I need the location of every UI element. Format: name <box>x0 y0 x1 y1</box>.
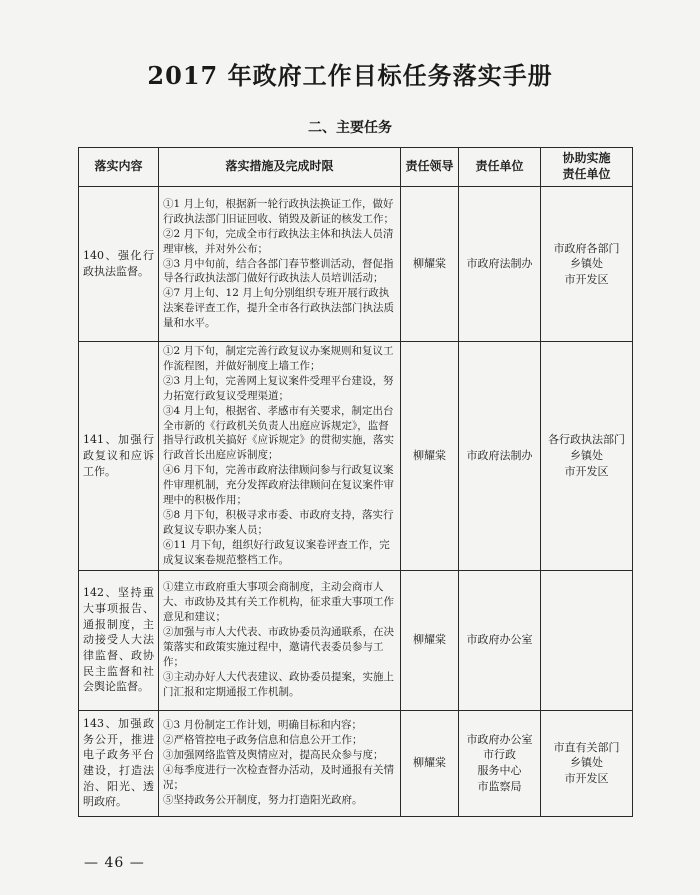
assisting-unit: 市直有关部门 乡镇处 市开发区 <box>541 710 633 816</box>
table-row <box>79 187 633 342</box>
table-row <box>79 342 633 571</box>
task-table <box>78 147 633 817</box>
responsible-leader: 柳耀棠 <box>401 187 459 342</box>
responsible-leader: 柳耀棠 <box>401 570 459 710</box>
table-row <box>79 570 633 710</box>
measure-item: ⑤8 月下旬，积极寻求市委、市政府支持，落实行政复议专职办案人员； <box>163 508 394 536</box>
task-content: 143、加强政务公开，推进电子政务平台建设，打造法治、阳光、透明政府。 <box>79 710 159 816</box>
task-content: 140、强化行政执法监督。 <box>79 187 159 342</box>
responsible-unit: 市政府法制办 <box>459 342 541 571</box>
task-content: 142、坚持重大事项报告、通报制度，主动接受人大法律监督、政协民主监督和社会舆论监督。 <box>79 570 159 710</box>
header-assist-unit: 协助实施 责任单位 <box>541 148 633 187</box>
header-unit: 责任单位 <box>459 148 541 187</box>
header-content: 落实内容 <box>79 148 159 187</box>
responsible-leader: 柳耀棠 <box>401 710 459 816</box>
measure-item: ①1 月上旬，根据新一轮行政执法换证工作，做好行政执法部门旧证回收、销毁及新证的核发工作； <box>163 197 394 225</box>
table-body <box>79 187 633 817</box>
measure-item: ④6 月下旬，完善市政府法律顾问参与行政复议案件审理机制，充分发挥政府法律顾问在复议案件审理中的积极作用； <box>163 464 394 507</box>
header-measures: 落实措施及完成时限 <box>159 148 401 187</box>
section-title: 二、主要任务 <box>308 120 392 136</box>
measure-item: ①2 月下旬，制定完善行政复议办案规则和复议工作流程图，并做好制度上墙工作； <box>163 345 394 372</box>
measure-item: ⑥11 月下旬，组织好行政复议案卷评查工作，完成复议案卷规范整档工作。 <box>163 538 390 566</box>
assisting-unit <box>541 570 633 710</box>
task-measures <box>159 710 401 816</box>
measure-item: ④每季度进行一次检查督办活动，及时通报有关情况； <box>163 764 394 791</box>
assisting-unit: 市政府各部门 乡镇处 市开发区 <box>541 187 633 342</box>
table-row <box>79 710 633 816</box>
header-row <box>79 148 633 187</box>
page-number: — 46 — <box>84 855 145 871</box>
assisting-unit: 各行政执法部门 乡镇处 市开发区 <box>541 342 633 571</box>
responsible-leader: 柳耀棠 <box>401 342 459 571</box>
measure-item: ⑤坚持政务公开制度，努力打造阳光政府。 <box>163 793 363 806</box>
table-header <box>79 148 633 187</box>
measure-item: ③加强网络监管及舆情应对，提高民众参与度； <box>163 749 384 762</box>
measure-item: ①建立市政府重大事项会商制度，主动会商市人大、市政协及其有关工作机构，征求重大事项工作意见和建议； <box>163 581 394 624</box>
responsible-unit: 市政府法制办 <box>459 187 541 342</box>
task-measures <box>159 187 401 342</box>
measure-item: ②加强与市人大代表、市政协委员沟通联系，在决策落实和政策实施过程中，邀请代表委员参与工作； <box>163 626 394 668</box>
task-measures <box>159 570 401 710</box>
task-content: 141、加强行政复议和应诉工作。 <box>79 342 159 571</box>
measure-item: ②2 月下旬，完成全市行政执法主体和执法人员清理审核，并对外公布； <box>163 227 394 255</box>
measure-item: ③主动办好人大代表建议、政协委员提案，实施上门汇报和定期通报工作机制。 <box>163 670 394 698</box>
task-measures <box>159 342 401 571</box>
measure-item: ③4 月上旬，根据省、孝感市有关要求，制定出台全市新的《行政机关负责人出庭应诉规定》，监督指导行政机关搞好《应诉规定》的贯彻实施，落实行政首长出庭应诉制度； <box>163 404 394 462</box>
measure-item: ②3 月上旬，完善网上复议案件受理平台建设，努力拓宽行政复议受理渠道； <box>163 374 394 402</box>
header-leader: 责任领导 <box>401 148 459 187</box>
responsible-unit: 市政府办公室 市行政 服务中心 市监察局 <box>459 710 541 816</box>
measure-item: ③3 月中旬前，结合各部门春节整训活动，督促指导各行政执法部门做好行政执法人员培训活动； <box>163 257 394 285</box>
measure-item: ①3 月份制定工作计划，明确目标和内容； <box>163 719 363 732</box>
page-title: 2017 年政府工作目标任务落实手册 <box>147 61 553 90</box>
measure-item: ②严格管控电子政务信息和信息公开工作； <box>163 734 363 747</box>
measure-item: ④7 月上旬、12 月上旬分别组织专班开展行政执法案卷评查工作，提升全市各行政执法部门执法质量和水平。 <box>163 287 394 330</box>
responsible-unit: 市政府办公室 <box>459 570 541 710</box>
